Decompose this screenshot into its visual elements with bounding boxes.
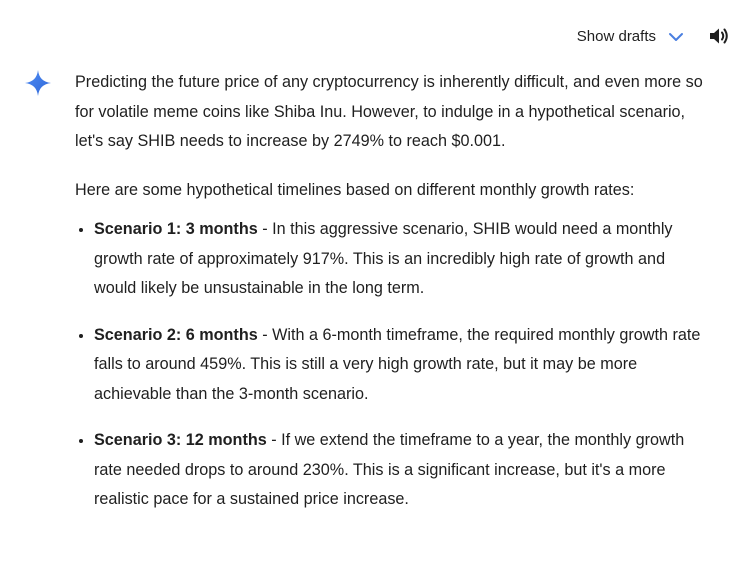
show-drafts-button[interactable]: [577, 27, 684, 46]
gemini-sparkle-icon: [24, 69, 52, 102]
scenario-text: - In this aggressive scenario, SHIB would need a monthly growth rate of approximately 917%. This is an incredibly high rate of growth and would likely be unsustainable in the long term.: [94, 220, 673, 297]
response-toolbar: [577, 26, 730, 46]
scenario-text: - If we extend the timeframe to a year, the monthly growth rate needed drops to around 230%. This is a significant increase, but it's a more realistic pace for a sustained price increase.: [94, 431, 685, 508]
scenario-title: Scenario 1: 3 months: [94, 220, 258, 238]
scenario-list: [75, 215, 705, 515]
show-drafts-label: Show drafts: [576, 27, 656, 45]
scenario-text: - With a 6-month timeframe, the required monthly growth rate falls to around 459%. This is still a very high growth rate, but it may be more achievable than the 3-month scenario.: [94, 325, 701, 403]
volume-up-icon[interactable]: [708, 26, 730, 46]
list-item: [94, 426, 705, 515]
scenario-title: Scenario 3: 12 months: [94, 431, 267, 449]
intro-paragraph: Predicting the future price of any cryptocurrency is inherently difficult, and even more so for volatile meme coins like Shiba Inu. However, to indulge in a hypothetical scenario, let's say SHIB needs to increase by 2749% to reach $0.001.: [75, 73, 703, 150]
scenario-title: Scenario 2: 6 months: [94, 325, 258, 344]
chevron-down-icon: [668, 29, 684, 46]
list-item: [94, 321, 705, 410]
timelines-intro-paragraph: Here are some hypothetical timelines based on different monthly growth rates:: [75, 180, 635, 199]
response-content: [75, 68, 705, 532]
list-item: [94, 215, 705, 304]
